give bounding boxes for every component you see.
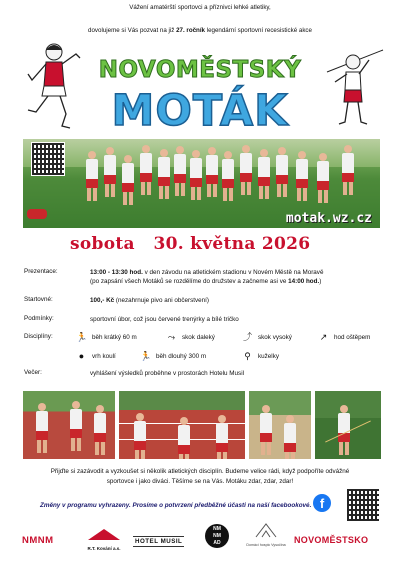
intro-edition: 27. ročník	[176, 27, 205, 34]
registration-time: 13:00 - 13:30 hod.	[90, 269, 143, 276]
rt-logo-label: R.T. Kování a.s.	[87, 546, 121, 551]
runner-left-illustration	[24, 40, 84, 130]
registration-value	[90, 268, 323, 286]
discipline-label: běh dlouhý 300 m	[156, 352, 207, 360]
discipline-bowling	[242, 351, 279, 361]
sponsor-nmnm-round: NM NM AD	[205, 524, 229, 548]
conditions-value: sportovní úbor, což jsou červené trenýrky a bílé tričko	[90, 316, 239, 323]
registration-note-prefix: (po zapsání všech Motáků se rozdělíme do družstev a začneme asi ve	[90, 278, 289, 285]
qr-code	[31, 142, 65, 176]
evening-value: vyhlášení výsledků proběhne v prostorách Hotelu Musil	[90, 370, 245, 377]
label-disciplines: Disciplíny:	[24, 333, 53, 340]
discipline-label: hod oštěpem	[334, 333, 371, 341]
high-jump-icon: ⤴	[242, 332, 252, 342]
photo-relay-race	[23, 391, 115, 459]
sponsor-rt-kovani	[86, 527, 122, 549]
discipline-label: skok daleký	[182, 333, 215, 341]
label-evening: Večer:	[24, 369, 42, 376]
sponsor-novomestsko: NOVOMĚSTSKO	[294, 535, 369, 545]
discipline-long-run	[140, 351, 206, 361]
discipline-label: vrh koulí	[92, 352, 116, 360]
long-run-icon: 🏃	[140, 351, 152, 361]
label-conditions: Podmínky:	[24, 315, 54, 322]
event-date: sobota 30. května 2026	[70, 234, 311, 254]
label-fee: Startovné:	[24, 296, 53, 303]
sponsor-nmnm: NMNM	[22, 535, 54, 546]
sprint-icon: 🏃	[76, 332, 88, 342]
discipline-high-jump	[242, 332, 292, 342]
javelin-icon: ↗	[319, 332, 328, 342]
photo-long-jump	[249, 391, 311, 459]
fee-value	[90, 296, 209, 305]
sponsor-hotel-musil: HOTEL MUSIL	[135, 538, 183, 545]
discipline-label: běh krátký 60 m	[92, 333, 137, 341]
photo-track-start	[119, 391, 245, 459]
closing-line-2: sportovce i jako diváci. Těšíme se na Vás. Motáku zdar, zdar, zdar!	[106, 478, 294, 485]
group-photo-banner	[23, 139, 380, 228]
registration-place: v den závodu na atletickém stadionu v Novém Městě na Moravě	[142, 269, 324, 276]
facebook-qr-code	[346, 488, 380, 522]
fee-amount: 100,- Kč	[90, 297, 115, 304]
bowling-icon: ⚲	[244, 351, 251, 361]
discipline-long-jump	[166, 332, 215, 342]
discipline-javelin	[318, 332, 370, 342]
registration-note-suffix: )	[319, 278, 322, 285]
javelin-thrower-illustration	[325, 46, 385, 126]
discipline-shot-put	[76, 351, 116, 361]
website-url[interactable]: motak.wz.cz	[285, 211, 372, 226]
intro-line-2	[60, 27, 340, 35]
fee-note: (nezahrnuje pivo ani občerstvení)	[114, 297, 210, 304]
intro-line-1: Vážení amatérští sportovci a příznivci lehké atletiky,	[129, 4, 271, 11]
program-note: Změny v programu vyhrazeny. Prosíme o potvrzení předběžné účasti na naší facebookové.	[40, 502, 312, 509]
discipline-sprint	[76, 332, 137, 342]
label-registration: Prezentace:	[24, 268, 58, 275]
sponsor-domaci-hospic	[246, 522, 286, 552]
long-jump-icon: ⤳	[167, 332, 176, 342]
discipline-label: skok vysoký	[258, 333, 292, 341]
intro-line-2-prefix: dovolujeme si Vás pozvat na již	[88, 27, 177, 34]
hospic-logo-label: Domácí hospic Vysočina	[246, 543, 286, 547]
rt-logo-shape	[86, 527, 122, 541]
event-title-line-1: NOVOMĚSTSKÝ	[98, 57, 302, 83]
event-title-line-2: MOTÁK	[111, 86, 289, 136]
shot-put-icon: ●	[78, 351, 85, 361]
start-time: 14:00 hod.	[288, 278, 320, 285]
facebook-icon[interactable]: f	[313, 494, 331, 512]
hospic-logo-shape	[254, 522, 278, 538]
discipline-label: kuželky	[258, 352, 279, 360]
closing-line-1: Přijďte si zazávodit a vyzkoušet si několik atletických disciplín. Budeme velice rádi, když podpoříte odvážné	[50, 468, 350, 475]
intro-line-2-suffix: legendární sportovní recesistické akce	[204, 27, 312, 34]
photo-javelin	[315, 391, 381, 459]
